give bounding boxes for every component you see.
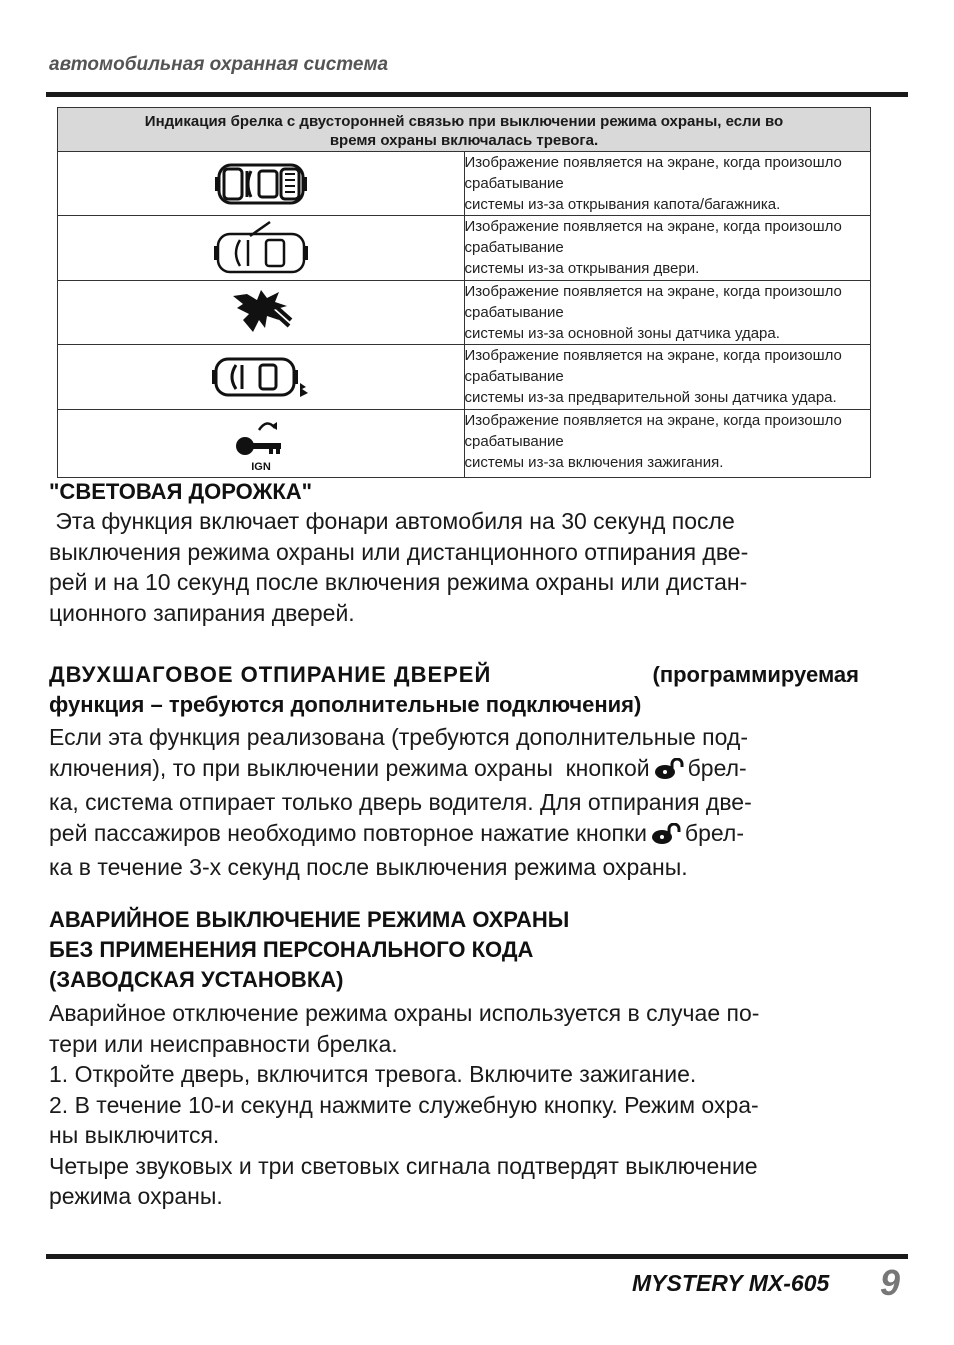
text-line: ны выключится. (49, 1122, 220, 1148)
footer-model-name: MYSTERY MX-605 (632, 1270, 830, 1296)
table-caption (58, 108, 871, 152)
section-two-step-body (49, 722, 859, 883)
car-shock-warning-icon (212, 353, 310, 401)
ign-label: IGN (250, 460, 271, 472)
table-row (58, 345, 871, 410)
page-number: 9 (880, 1262, 901, 1303)
row-desc-line1: Изображение появляется на экране, когда произошло срабатывание (464, 218, 842, 256)
unlock-icon (651, 822, 681, 853)
row-desc-line2: системы из-за открывания двери. (464, 260, 700, 277)
text-line: ка, система отпирает только дверь водителя. Для отпирания две- (49, 789, 752, 815)
row-desc-line1: Изображение появляется на экране, когда произошло срабатывание (464, 347, 842, 385)
section-two-step-heading (49, 660, 859, 690)
text-span: брел- (684, 819, 744, 846)
text-line: тери или неисправности брелка. (49, 1030, 398, 1057)
table-caption-line2: время охраны включалась тревога. (329, 131, 599, 149)
text-line (49, 753, 859, 788)
row-desc-line2: системы из-за открывания капота/багажника. (464, 196, 781, 213)
car-hood-trunk-icon (215, 159, 307, 209)
text-span: рей пассажиров необходимо повторное нажатие кнопки (49, 819, 647, 846)
indication-table (57, 107, 871, 478)
row-desc-line2: системы из-за основной зоны датчика удара. (464, 325, 780, 342)
text-line: рей и на 10 секунд после включения режима охраны или дистан- (49, 569, 748, 595)
heading-rest-part: (программируемая (652, 662, 859, 687)
table-row (58, 281, 871, 345)
text-line (49, 818, 859, 853)
text-line: Если эта функция реализована (требуются дополнительные под- (49, 724, 748, 750)
heading-bold-part: ДВУХШАГОВОЕ ОТПИРАНИЕ ДВЕРЕЙ (49, 662, 492, 687)
table-row (58, 152, 871, 216)
text-line: выключения режима охраны или дистанционного отпирания две- (49, 538, 749, 565)
table-row (58, 410, 871, 478)
table-row (58, 216, 871, 281)
text-span: ключения), то при выключении режима охраны кнопкой (49, 754, 650, 781)
text-line: ционного запирания дверей. (49, 599, 355, 626)
text-line: Аварийное отключение режима охраны используется в случае по- (49, 1000, 760, 1026)
text-line: 2. В течение 10-и секунд нажмите служебную кнопку. Режим охра- (49, 1091, 759, 1118)
row-desc-line2: системы из-за предварительной зоны датчика удара. (464, 389, 837, 406)
section-emergency-heading (49, 905, 569, 995)
shock-sensor-icon (229, 290, 293, 336)
row-desc-line1: Изображение появляется на экране, когда произошло срабатывание (464, 154, 842, 192)
text-span: брел- (687, 754, 747, 781)
heading-line: (ЗАВОДСКАЯ УСТАНОВКА) (49, 967, 344, 992)
text-line: Эта функция включает фонари автомобиля на 30 секунд после (49, 508, 735, 534)
section-emergency-body (49, 998, 859, 1212)
row-desc-line1: Изображение появляется на экране, когда произошло срабатывание (464, 412, 842, 450)
section-light-path-body (49, 506, 859, 628)
row-desc-line2: системы из-за включения зажигания. (464, 454, 724, 471)
car-door-open-icon (214, 220, 308, 276)
footer-divider (46, 1254, 908, 1259)
header-divider (46, 92, 908, 97)
text-line: ка в течение 3-х секунд после выключения режима охраны. (49, 854, 688, 880)
text-line: Четыре звуковых и три световых сигнала подтвердят выключение (49, 1152, 758, 1179)
heading-line: БЕЗ ПРИМЕНЕНИЯ ПЕРСОНАЛЬНОГО КОДА (49, 937, 534, 962)
text-line: режима охраны. (49, 1183, 223, 1209)
section-light-path-heading: "СВЕТОВАЯ ДОРОЖКА" (49, 479, 313, 504)
heading-line: АВАРИЙНОЕ ВЫКЛЮЧЕНИЕ РЕЖИМА ОХРАНЫ (49, 907, 570, 932)
unlock-icon (654, 757, 684, 788)
ignition-key-icon (233, 416, 289, 472)
table-caption-line1: Индикация брелка с двусторонней связью при выключении режима охраны, если во (144, 112, 784, 130)
text-line: 1. Откройте дверь, включится тревога. Включите зажигание. (49, 1061, 697, 1087)
section-two-step-heading-line2: функция – требуются дополнительные подключения) (49, 692, 642, 717)
row-desc-line1: Изображение появляется на экране, когда произошло срабатывание (464, 283, 842, 321)
page-header-title: автомобильная охранная система (49, 54, 389, 75)
